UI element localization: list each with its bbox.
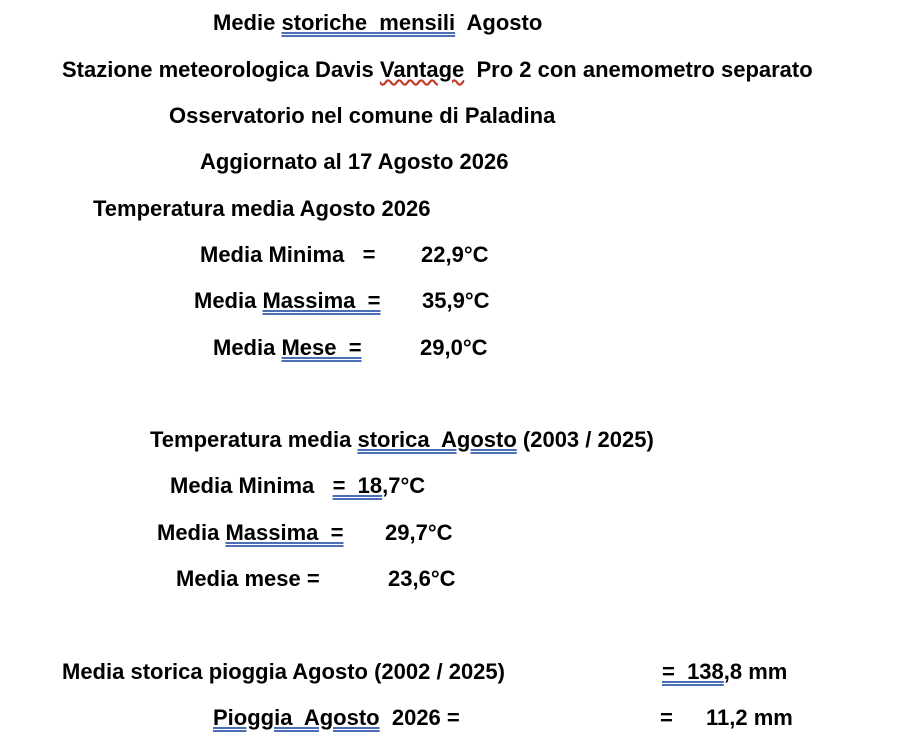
historic-min: Media Minima = 18,7°C	[170, 473, 426, 498]
historic-max-value: 29,7°C	[385, 520, 453, 545]
current-month-value: 29,0°C	[420, 335, 488, 360]
current-min-label: Media Minima =	[200, 242, 376, 267]
current-heading: Temperatura media Agosto 2026	[93, 196, 431, 221]
observatory-line: Osservatorio nel comune di Paladina	[169, 103, 556, 128]
historic-heading: Temperatura media storica Agosto (2003 / 2025)	[150, 427, 654, 452]
current-max-value: 35,9°C	[422, 288, 490, 313]
rain-current-eq: =	[660, 705, 673, 730]
rain-historic-label: Media storica pioggia Agosto (2002 / 2025)	[62, 659, 505, 684]
historic-month-label: Media mese =	[176, 566, 320, 591]
station-line: Stazione meteorologica Davis Vantage Pro 2 con anemometro separato	[62, 57, 813, 82]
rain-current-label: Pioggia Agosto 2026 =	[213, 705, 460, 730]
historic-max-label: Media Massima =	[157, 520, 344, 545]
historic-month-value: 23,6°C	[388, 566, 456, 591]
current-max-label: Media Massima =	[194, 288, 381, 313]
current-min-value: 22,9°C	[421, 242, 489, 267]
page-title: Medie storiche mensili Agosto	[213, 10, 543, 35]
rain-historic-value: = 138,8 mm	[662, 659, 788, 684]
rain-current-value: 11,2 mm	[706, 705, 793, 730]
current-month-label: Media Mese =	[213, 335, 362, 360]
updated-line: Aggiornato al 17 Agosto 2026	[200, 149, 509, 174]
